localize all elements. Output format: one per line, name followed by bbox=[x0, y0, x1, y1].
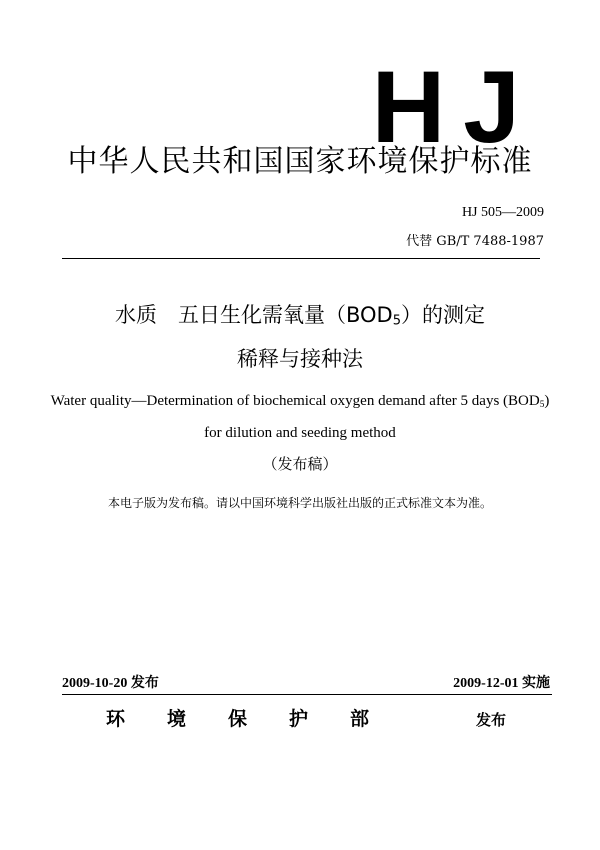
standard-category-title: 中华人民共和国国家环境保护标准 bbox=[67, 144, 533, 179]
standard-number: HJ 505—2009 bbox=[461, 205, 544, 220]
electronic-version-notice: 本电子版为发布稿。请以中国环境科学出版社出版的正式标准文本为准。 bbox=[107, 496, 492, 510]
english-title-line-2: for dilution and seeding method bbox=[204, 425, 396, 441]
footer-divider bbox=[62, 694, 552, 695]
english-title-line-1-start: Water quality—Determination of biochemical oxygen demand after 5 days (BOD bbox=[50, 393, 540, 409]
implementation-date: 2009-12-01 实施 bbox=[453, 676, 550, 691]
english-title-subscript: 5 bbox=[539, 399, 545, 410]
chinese-title-line-1 bbox=[0, 300, 600, 330]
english-title-line-1 bbox=[0, 391, 600, 411]
issue-date: 2009-10-20 发布 bbox=[62, 676, 159, 691]
english-title-line-1-end: ) bbox=[544, 393, 550, 409]
chinese-title-line-1-start: 水质 五日生化需氧量（BOD bbox=[114, 303, 393, 327]
hj-logo: HJ bbox=[371, 50, 538, 164]
chinese-title-subscript: 5 bbox=[392, 313, 402, 329]
replaces-standard: 代替 GB/T 7488-1987 bbox=[406, 234, 544, 249]
header-divider bbox=[62, 258, 540, 259]
chinese-title-line-1-end: ）的测定 bbox=[401, 303, 486, 327]
publish-label: 发布 bbox=[476, 711, 507, 729]
draft-label: （发布稿） bbox=[262, 455, 338, 473]
chinese-title-line-2: 稀释与接种法 bbox=[237, 347, 363, 371]
issuing-ministry: 环境保护部 bbox=[106, 708, 412, 730]
